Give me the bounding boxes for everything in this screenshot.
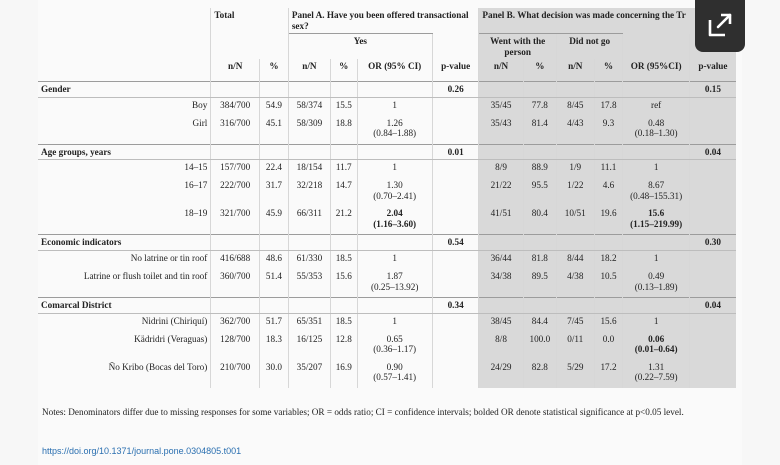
panel-a-or bbox=[357, 269, 432, 298]
or-ci: (0.48–155.31) bbox=[630, 191, 683, 202]
empty-cell bbox=[523, 235, 556, 251]
didnot-n: 0/11 bbox=[556, 332, 594, 360]
empty-cell bbox=[479, 235, 523, 251]
table-row bbox=[38, 313, 736, 332]
row-label: No latrine or tin roof bbox=[130, 253, 208, 264]
total-pct: 45.9 bbox=[260, 206, 289, 235]
or-value: 1 bbox=[392, 253, 397, 264]
went-n: 34/38 bbox=[479, 269, 523, 298]
section-title: Comarcal District bbox=[38, 298, 211, 314]
empty-cell bbox=[623, 235, 689, 251]
empty-cell bbox=[432, 160, 479, 179]
empty-cell bbox=[479, 144, 523, 160]
or-value: 1.31 bbox=[648, 361, 665, 372]
empty-cell bbox=[288, 144, 330, 160]
went-pct: 89.5 bbox=[523, 269, 556, 298]
empty-cell bbox=[288, 298, 330, 314]
empty-cell bbox=[623, 144, 689, 160]
or-ci: (0.22–7.59) bbox=[634, 372, 678, 383]
section-title: Gender bbox=[38, 82, 211, 98]
empty-cell bbox=[432, 97, 479, 116]
col-b-did-pct: % bbox=[594, 59, 623, 82]
didnot-n: 7/45 bbox=[556, 313, 594, 332]
panel-b-or bbox=[623, 116, 689, 145]
or-value: 1.30 bbox=[386, 180, 403, 191]
didnot-n: 10/51 bbox=[556, 206, 594, 235]
didnot-pct: 18.2 bbox=[594, 251, 623, 270]
total-n: 384/700 bbox=[211, 97, 260, 116]
empty-cell bbox=[689, 178, 736, 206]
or-ci: (1.15–219.99) bbox=[630, 219, 683, 230]
row-label: Boy bbox=[192, 99, 208, 110]
empty-cell bbox=[211, 144, 260, 160]
empty-cell bbox=[479, 298, 523, 314]
empty-cell bbox=[556, 235, 594, 251]
panel-a-or bbox=[357, 332, 432, 360]
empty-cell bbox=[523, 144, 556, 160]
empty-cell bbox=[357, 82, 432, 98]
went-n: 24/29 bbox=[479, 360, 523, 388]
empty-cell bbox=[288, 82, 330, 98]
table-row bbox=[38, 160, 736, 179]
went-n: 21/22 bbox=[479, 178, 523, 206]
panel-a-n: 32/218 bbox=[288, 178, 330, 206]
row-label: 16–17 bbox=[184, 180, 208, 191]
empty-cell bbox=[594, 144, 623, 160]
went-n: 8/8 bbox=[479, 332, 523, 360]
panel-a-pct: 15.5 bbox=[330, 97, 357, 116]
didnot-n: 4/43 bbox=[556, 116, 594, 145]
didnot-pct: 17.2 bbox=[594, 360, 623, 388]
col-b-pvalue: p-value bbox=[689, 59, 736, 82]
section-pvalue-a: 0.54 bbox=[432, 235, 479, 251]
col-b-or: OR (95%CI) bbox=[623, 59, 689, 82]
header-empty bbox=[38, 8, 211, 34]
or-value: 1 bbox=[392, 99, 397, 110]
doi-link[interactable]: https://doi.org/10.1371/journal.pone.0304805.t001 bbox=[42, 446, 242, 456]
total-n: 210/700 bbox=[211, 360, 260, 388]
empty-cell bbox=[623, 82, 689, 98]
table-row bbox=[38, 178, 736, 206]
total-n: 316/700 bbox=[211, 116, 260, 145]
empty-cell bbox=[432, 360, 479, 388]
empty-cell bbox=[330, 144, 357, 160]
section-pvalue-b: 0.15 bbox=[689, 82, 736, 98]
expand-icon bbox=[707, 12, 733, 38]
empty-cell bbox=[357, 235, 432, 251]
or-value: 15.6 bbox=[648, 208, 665, 219]
section-title: Economic indicators bbox=[38, 235, 211, 251]
total-n: 128/700 bbox=[211, 332, 260, 360]
went-pct: 82.8 bbox=[523, 360, 556, 388]
col-b-went-n: n/N bbox=[479, 59, 523, 82]
or-ci: (0.57–1.41) bbox=[373, 372, 417, 383]
empty-cell bbox=[623, 298, 689, 314]
didnot-pct: 9.3 bbox=[594, 116, 623, 145]
or-value: 1 bbox=[392, 162, 397, 173]
total-n: 360/700 bbox=[211, 269, 260, 298]
went-pct: 88.9 bbox=[523, 160, 556, 179]
row-label: 14–15 bbox=[184, 162, 208, 173]
or-value: 1 bbox=[653, 162, 659, 173]
empty-cell bbox=[432, 332, 479, 360]
or-value: 1.26 bbox=[386, 117, 403, 128]
panel-b-or bbox=[623, 251, 689, 270]
total-pct: 30.0 bbox=[260, 360, 289, 388]
went-pct: 84.4 bbox=[523, 313, 556, 332]
total-pct: 31.7 bbox=[260, 178, 289, 206]
panel-a-or bbox=[357, 313, 432, 332]
row-label: Ño Kribo (Bocas del Toro) bbox=[108, 361, 208, 372]
table-row bbox=[38, 360, 736, 388]
col-a-n: n/N bbox=[288, 59, 330, 82]
table-row bbox=[38, 116, 736, 145]
empty-cell bbox=[211, 235, 260, 251]
col-b-did-n: n/N bbox=[556, 59, 594, 82]
panel-a-or bbox=[357, 97, 432, 116]
empty-cell bbox=[689, 332, 736, 360]
or-ci: (0.18–1.30) bbox=[634, 128, 678, 139]
empty-cell bbox=[357, 298, 432, 314]
or-ci: (0.36–1.17) bbox=[373, 344, 417, 355]
header-total: Total bbox=[211, 8, 289, 34]
section-row bbox=[38, 235, 736, 251]
header-went: Went with the person bbox=[479, 34, 557, 60]
panel-a-n: 65/351 bbox=[288, 313, 330, 332]
panel-a-or bbox=[357, 178, 432, 206]
col-total-pct: % bbox=[260, 59, 289, 82]
col-a-or: OR (95% CI) bbox=[357, 59, 432, 82]
empty-cell bbox=[432, 116, 479, 145]
or-ci: (0.01–0.64) bbox=[634, 344, 678, 355]
header-panel-a: Panel A. Have you been offered transactional sex? bbox=[288, 8, 479, 34]
empty-cell bbox=[689, 116, 736, 145]
col-a-pct: % bbox=[330, 59, 357, 82]
panel-a-n: 16/125 bbox=[288, 332, 330, 360]
total-pct: 54.9 bbox=[260, 97, 289, 116]
went-n: 35/45 bbox=[479, 97, 523, 116]
panel-a-pct: 12.8 bbox=[330, 332, 357, 360]
empty-cell bbox=[432, 178, 479, 206]
total-n: 416/688 bbox=[211, 251, 260, 270]
went-pct: 100.0 bbox=[523, 332, 556, 360]
total-pct: 45.1 bbox=[260, 116, 289, 145]
didnot-n: 8/44 bbox=[556, 251, 594, 270]
empty-cell bbox=[260, 82, 289, 98]
section-pvalue-a: 0.34 bbox=[432, 298, 479, 314]
empty-cell bbox=[330, 298, 357, 314]
panel-a-pct: 18.5 bbox=[330, 251, 357, 270]
didnot-pct: 17.8 bbox=[594, 97, 623, 116]
empty-cell bbox=[260, 144, 289, 160]
empty-cell bbox=[211, 298, 260, 314]
results-table bbox=[38, 8, 736, 388]
panel-a-or bbox=[357, 116, 432, 145]
empty-cell bbox=[556, 82, 594, 98]
went-pct: 95.5 bbox=[523, 178, 556, 206]
col-total-n: n/N bbox=[211, 59, 260, 82]
didnot-n: 8/45 bbox=[556, 97, 594, 116]
didnot-pct: 19.6 bbox=[594, 206, 623, 235]
panel-b-or bbox=[623, 97, 689, 116]
empty-cell bbox=[523, 298, 556, 314]
panel-a-n: 58/374 bbox=[288, 97, 330, 116]
or-ci: (0.84–1.88) bbox=[373, 128, 417, 139]
panel-a-n: 61/330 bbox=[288, 251, 330, 270]
table-row bbox=[38, 332, 736, 360]
went-n: 36/44 bbox=[479, 251, 523, 270]
table-row bbox=[38, 251, 736, 270]
or-value: 2.04 bbox=[386, 208, 403, 219]
table-row bbox=[38, 206, 736, 235]
panel-a-n: 35/207 bbox=[288, 360, 330, 388]
section-pvalue-b: 0.04 bbox=[689, 144, 736, 160]
panel-a-n: 18/154 bbox=[288, 160, 330, 179]
panel-a-or bbox=[357, 251, 432, 270]
went-n: 38/45 bbox=[479, 313, 523, 332]
or-ci: (0.25–13.92) bbox=[370, 281, 419, 292]
empty-cell bbox=[288, 235, 330, 251]
row-label: 18–19 bbox=[184, 208, 208, 219]
empty-cell bbox=[523, 82, 556, 98]
panel-a-n: 58/309 bbox=[288, 116, 330, 145]
col-a-pvalue: p-value bbox=[432, 59, 479, 82]
or-value: 0.65 bbox=[386, 333, 403, 344]
panel-a-pct: 18.5 bbox=[330, 313, 357, 332]
or-value: 1 bbox=[653, 315, 659, 326]
went-n: 8/9 bbox=[479, 160, 523, 179]
empty-cell bbox=[689, 269, 736, 298]
section-row bbox=[38, 144, 736, 160]
total-pct: 51.7 bbox=[260, 313, 289, 332]
total-pct: 48.6 bbox=[260, 251, 289, 270]
or-value: 1 bbox=[653, 253, 659, 264]
panel-a-pct: 18.8 bbox=[330, 116, 357, 145]
or-ci: (0.13–1.89) bbox=[634, 281, 678, 292]
empty-cell bbox=[689, 206, 736, 235]
didnot-n: 5/29 bbox=[556, 360, 594, 388]
panel-a-pct: 14.7 bbox=[330, 178, 357, 206]
header-didnot: Did not go bbox=[556, 34, 622, 60]
empty-cell bbox=[330, 235, 357, 251]
empty-cell bbox=[556, 298, 594, 314]
panel-b-or bbox=[623, 160, 689, 179]
went-pct: 80.4 bbox=[523, 206, 556, 235]
panel-b-or bbox=[623, 360, 689, 388]
panel-b-or bbox=[623, 178, 689, 206]
went-pct: 77.8 bbox=[523, 97, 556, 116]
empty-cell bbox=[260, 298, 289, 314]
table-notes: Notes: Denominators differ due to missing responses for some variables; OR = odds ratio; CI = confidence intervals; bolded OR denote statistical significance at p<0.05 level. bbox=[42, 407, 684, 417]
total-n: 321/700 bbox=[211, 206, 260, 235]
or-value: 1.87 bbox=[386, 271, 403, 282]
empty-cell bbox=[432, 269, 479, 298]
panel-a-or bbox=[357, 360, 432, 388]
panel-a-pct: 15.6 bbox=[330, 269, 357, 298]
panel-a-pct: 11.7 bbox=[330, 160, 357, 179]
empty-cell bbox=[594, 82, 623, 98]
row-label: Nidrini (Chiriquí) bbox=[141, 315, 208, 326]
empty-cell bbox=[689, 97, 736, 116]
didnot-pct: 10.5 bbox=[594, 269, 623, 298]
didnot-pct: 11.1 bbox=[594, 160, 623, 179]
went-n: 35/43 bbox=[479, 116, 523, 145]
section-pvalue-b: 0.30 bbox=[689, 235, 736, 251]
didnot-pct: 4.6 bbox=[594, 178, 623, 206]
went-pct: 81.8 bbox=[523, 251, 556, 270]
total-n: 222/700 bbox=[211, 178, 260, 206]
row-label: Girl bbox=[192, 117, 208, 128]
went-pct: 81.4 bbox=[523, 116, 556, 145]
section-pvalue-a: 0.01 bbox=[432, 144, 479, 160]
didnot-pct: 15.6 bbox=[594, 313, 623, 332]
empty-cell bbox=[689, 360, 736, 388]
panel-a-or bbox=[357, 160, 432, 179]
didnot-n: 4/38 bbox=[556, 269, 594, 298]
empty-cell bbox=[594, 235, 623, 251]
empty-cell bbox=[594, 298, 623, 314]
section-row bbox=[38, 298, 736, 314]
total-pct: 18.3 bbox=[260, 332, 289, 360]
panel-a-or bbox=[357, 206, 432, 235]
or-value: 0.49 bbox=[648, 271, 665, 282]
empty-cell bbox=[330, 82, 357, 98]
didnot-pct: 0.0 bbox=[594, 332, 623, 360]
empty-cell bbox=[432, 206, 479, 235]
header-yes: Yes bbox=[288, 34, 432, 60]
or-value: ref bbox=[651, 99, 662, 110]
total-pct: 22.4 bbox=[260, 160, 289, 179]
total-n: 157/700 bbox=[211, 160, 260, 179]
header-panel-b: Panel B. What decision was made concerning the Tr bbox=[479, 8, 736, 34]
didnot-n: 1/22 bbox=[556, 178, 594, 206]
empty-cell bbox=[211, 82, 260, 98]
panel-a-n: 66/311 bbox=[288, 206, 330, 235]
didnot-n: 1/9 bbox=[556, 160, 594, 179]
row-label: Latrine or flush toilet and tin roof bbox=[83, 271, 208, 282]
total-n: 362/700 bbox=[211, 313, 260, 332]
panel-b-or bbox=[623, 269, 689, 298]
or-value: 0.48 bbox=[648, 117, 665, 128]
empty-cell bbox=[260, 235, 289, 251]
row-label: Kädridri (Veraguas) bbox=[134, 333, 208, 344]
or-ci: (1.16–3.60) bbox=[373, 219, 417, 230]
expand-button[interactable] bbox=[695, 0, 745, 52]
empty-cell bbox=[689, 313, 736, 332]
panel-b-or bbox=[623, 206, 689, 235]
panel-a-pct: 16.9 bbox=[330, 360, 357, 388]
empty-cell bbox=[689, 160, 736, 179]
panel-a-pct: 21.2 bbox=[330, 206, 357, 235]
or-value: 0.90 bbox=[386, 361, 403, 372]
section-row bbox=[38, 82, 736, 98]
empty-cell bbox=[479, 82, 523, 98]
table-row bbox=[38, 269, 736, 298]
or-value: 1 bbox=[392, 315, 397, 326]
empty-cell bbox=[689, 251, 736, 270]
or-value: 8.67 bbox=[648, 180, 665, 191]
panel-a-n: 55/353 bbox=[288, 269, 330, 298]
or-ci: (0.70–2.41) bbox=[373, 191, 417, 202]
panel-b-or bbox=[623, 332, 689, 360]
table-row bbox=[38, 97, 736, 116]
empty-cell bbox=[556, 144, 594, 160]
or-value: 0.06 bbox=[648, 333, 665, 344]
col-b-went-pct: % bbox=[523, 59, 556, 82]
went-n: 41/51 bbox=[479, 206, 523, 235]
section-title: Age groups, years bbox=[38, 144, 211, 160]
section-pvalue-b: 0.04 bbox=[689, 298, 736, 314]
empty-cell bbox=[357, 144, 432, 160]
section-pvalue-a: 0.26 bbox=[432, 82, 479, 98]
empty-cell bbox=[432, 313, 479, 332]
empty-cell bbox=[432, 251, 479, 270]
total-pct: 51.4 bbox=[260, 269, 289, 298]
panel-b-or bbox=[623, 313, 689, 332]
